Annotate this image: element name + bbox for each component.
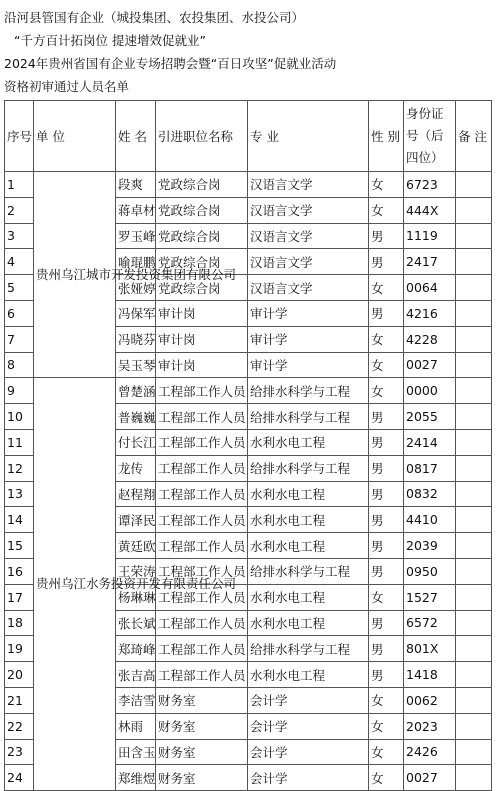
cell-major: 水利水电工程 xyxy=(248,429,369,455)
cell-remark xyxy=(456,584,492,610)
cell-major: 会计学 xyxy=(248,739,369,765)
cell-position: 党政综合岗 xyxy=(156,249,248,275)
cell-seq: 16 xyxy=(5,558,34,584)
cell-gender: 男 xyxy=(369,429,404,455)
cell-remark xyxy=(456,636,492,662)
cell-seq: 3 xyxy=(5,223,34,249)
cell-seq: 13 xyxy=(5,481,34,507)
cell-major: 汉语言文学 xyxy=(248,172,369,198)
cell-gender: 女 xyxy=(369,378,404,404)
cell-remark xyxy=(456,713,492,739)
cell-gender: 女 xyxy=(369,326,404,352)
cell-id: 4410 xyxy=(404,507,456,533)
cell-position: 工程部工作人员 xyxy=(156,378,248,404)
cell-position: 财务室 xyxy=(156,713,248,739)
cell-id: 2426 xyxy=(404,739,456,765)
cell-seq: 6 xyxy=(5,300,34,326)
cell-remark xyxy=(456,197,492,223)
cell-remark xyxy=(456,765,492,791)
cell-seq: 8 xyxy=(5,352,34,378)
header-major: 专 业 xyxy=(248,101,369,172)
cell-id: 444X xyxy=(404,197,456,223)
cell-id: 801X xyxy=(404,636,456,662)
cell-seq: 18 xyxy=(5,610,34,636)
cell-seq: 1 xyxy=(5,172,34,198)
cell-name: 张吉高 xyxy=(116,662,156,688)
cell-seq: 10 xyxy=(5,404,34,430)
cell-gender: 男 xyxy=(369,610,404,636)
cell-name: 田含玉 xyxy=(116,739,156,765)
cell-major: 水利水电工程 xyxy=(248,481,369,507)
document-title xyxy=(4,6,492,98)
header-seq: 序号 xyxy=(5,101,34,172)
cell-name: 冯晓芬 xyxy=(116,326,156,352)
cell-remark xyxy=(456,378,492,404)
header-unit: 单 位 xyxy=(34,101,116,172)
cell-major: 汉语言文学 xyxy=(248,223,369,249)
cell-seq: 11 xyxy=(5,429,34,455)
cell-major: 会计学 xyxy=(248,687,369,713)
cell-position: 工程部工作人员 xyxy=(156,662,248,688)
cell-seq: 12 xyxy=(5,455,34,481)
cell-major: 水利水电工程 xyxy=(248,610,369,636)
cell-name: 付长江 xyxy=(116,429,156,455)
cell-gender: 男 xyxy=(369,404,404,430)
cell-id: 1119 xyxy=(404,223,456,249)
cell-gender: 女 xyxy=(369,197,404,223)
cell-id: 0832 xyxy=(404,481,456,507)
cell-seq: 2 xyxy=(5,197,34,223)
header-position: 引进职位名称 xyxy=(156,101,248,172)
title-line-1: 沿河县管国有企业（城投集团、农投集团、水投公司） xyxy=(4,10,305,25)
cell-seq: 17 xyxy=(5,584,34,610)
cell-position: 党政综合岗 xyxy=(156,172,248,198)
unit-cell-water-investment: 贵州乌江水务投资开发有限责任公司 xyxy=(34,378,116,791)
header-remark: 备 注 xyxy=(456,101,492,172)
cell-name: 谭泽民 xyxy=(116,507,156,533)
cell-gender: 男 xyxy=(369,300,404,326)
cell-id: 2417 xyxy=(404,249,456,275)
cell-id: 0000 xyxy=(404,378,456,404)
cell-gender: 女 xyxy=(369,765,404,791)
cell-gender: 女 xyxy=(369,739,404,765)
cell-name: 杨琳琳 xyxy=(116,584,156,610)
cell-major: 给排水科学与工程 xyxy=(248,455,369,481)
cell-id: 0950 xyxy=(404,558,456,584)
cell-seq: 20 xyxy=(5,662,34,688)
cell-name: 张娅婷 xyxy=(116,275,156,301)
cell-remark xyxy=(456,455,492,481)
cell-major: 汉语言文学 xyxy=(248,197,369,223)
cell-gender: 女 xyxy=(369,713,404,739)
cell-gender: 男 xyxy=(369,533,404,559)
cell-id: 2055 xyxy=(404,404,456,430)
cell-position: 工程部工作人员 xyxy=(156,610,248,636)
cell-id: 4228 xyxy=(404,326,456,352)
cell-name: 吴玉琴 xyxy=(116,352,156,378)
cell-major: 汉语言文学 xyxy=(248,249,369,275)
cell-position: 工程部工作人员 xyxy=(156,404,248,430)
cell-seq: 9 xyxy=(5,378,34,404)
cell-remark xyxy=(456,300,492,326)
cell-name: 李洁雪 xyxy=(116,687,156,713)
cell-id: 1418 xyxy=(404,662,456,688)
cell-name: 林雨 xyxy=(116,713,156,739)
cell-seq: 14 xyxy=(5,507,34,533)
cell-gender: 男 xyxy=(369,223,404,249)
cell-gender: 男 xyxy=(369,249,404,275)
cell-name: 喻琨鹏 xyxy=(116,249,156,275)
cell-seq: 19 xyxy=(5,636,34,662)
cell-seq: 22 xyxy=(5,713,34,739)
cell-major: 会计学 xyxy=(248,713,369,739)
unit-cell-city-investment: 贵州乌江城市开发投资集团有限公司 xyxy=(34,172,116,378)
cell-position: 财务室 xyxy=(156,687,248,713)
cell-position: 党政综合岗 xyxy=(156,275,248,301)
cell-name: 冯保军 xyxy=(116,300,156,326)
cell-major: 给排水科学与工程 xyxy=(248,558,369,584)
cell-seq: 4 xyxy=(5,249,34,275)
cell-id: 6723 xyxy=(404,172,456,198)
cell-position: 工程部工作人员 xyxy=(156,507,248,533)
cell-remark xyxy=(456,662,492,688)
cell-name: 黄廷欧 xyxy=(116,533,156,559)
header-name: 姓 名 xyxy=(116,101,156,172)
cell-gender: 女 xyxy=(369,687,404,713)
cell-gender: 女 xyxy=(369,584,404,610)
cell-position: 审计岗 xyxy=(156,300,248,326)
header-gender: 性 别 xyxy=(369,101,404,172)
cell-remark xyxy=(456,507,492,533)
cell-seq: 23 xyxy=(5,739,34,765)
cell-remark xyxy=(456,172,492,198)
cell-name: 张长斌 xyxy=(116,610,156,636)
cell-remark xyxy=(456,275,492,301)
roster-table xyxy=(4,100,492,791)
cell-id: 6572 xyxy=(404,610,456,636)
cell-id: 4216 xyxy=(404,300,456,326)
cell-name: 蒋卓材 xyxy=(116,197,156,223)
cell-major: 给排水科学与工程 xyxy=(248,636,369,662)
cell-remark xyxy=(456,429,492,455)
cell-name: 王荣涛 xyxy=(116,558,156,584)
cell-gender: 女 xyxy=(369,275,404,301)
cell-position: 党政综合岗 xyxy=(156,197,248,223)
cell-remark xyxy=(456,223,492,249)
table-row xyxy=(5,378,492,404)
cell-position: 财务室 xyxy=(156,739,248,765)
cell-remark xyxy=(456,533,492,559)
cell-major: 水利水电工程 xyxy=(248,533,369,559)
cell-id: 1527 xyxy=(404,584,456,610)
cell-remark xyxy=(456,404,492,430)
cell-name: 段爽 xyxy=(116,172,156,198)
cell-name: 赵程翔 xyxy=(116,481,156,507)
cell-position: 财务室 xyxy=(156,765,248,791)
cell-major: 给排水科学与工程 xyxy=(248,378,369,404)
cell-gender: 男 xyxy=(369,558,404,584)
cell-remark xyxy=(456,249,492,275)
cell-name: 郑维煜 xyxy=(116,765,156,791)
cell-id: 0064 xyxy=(404,275,456,301)
cell-position: 党政综合岗 xyxy=(156,223,248,249)
cell-name: 普巍巍 xyxy=(116,404,156,430)
cell-id: 2039 xyxy=(404,533,456,559)
cell-gender: 男 xyxy=(369,662,404,688)
cell-name: 龙传 xyxy=(116,455,156,481)
cell-major: 审计学 xyxy=(248,300,369,326)
title-line-3: 2024年贵州省国有企业专场招聘会暨“百日攻坚”促就业活动 xyxy=(4,56,337,71)
cell-seq: 5 xyxy=(5,275,34,301)
cell-id: 0062 xyxy=(404,687,456,713)
cell-id: 2414 xyxy=(404,429,456,455)
cell-seq: 15 xyxy=(5,533,34,559)
cell-position: 工程部工作人员 xyxy=(156,429,248,455)
cell-position: 审计岗 xyxy=(156,352,248,378)
cell-major: 会计学 xyxy=(248,765,369,791)
cell-gender: 男 xyxy=(369,507,404,533)
cell-remark xyxy=(456,558,492,584)
cell-remark xyxy=(456,481,492,507)
roster-body xyxy=(5,172,492,791)
cell-remark xyxy=(456,739,492,765)
cell-gender: 男 xyxy=(369,481,404,507)
cell-position: 审计岗 xyxy=(156,326,248,352)
cell-seq: 7 xyxy=(5,326,34,352)
cell-position: 工程部工作人员 xyxy=(156,558,248,584)
cell-major: 给排水科学与工程 xyxy=(248,404,369,430)
cell-position: 工程部工作人员 xyxy=(156,455,248,481)
header-id: 身份证号（后四位） xyxy=(404,101,456,172)
cell-id: 0817 xyxy=(404,455,456,481)
title-line-2: “千方百计拓岗位 提速增效促就业” xyxy=(14,33,206,48)
cell-gender: 女 xyxy=(369,352,404,378)
cell-id: 0027 xyxy=(404,765,456,791)
cell-name: 郑琦峰 xyxy=(116,636,156,662)
cell-position: 工程部工作人员 xyxy=(156,636,248,662)
cell-gender: 男 xyxy=(369,636,404,662)
cell-gender: 女 xyxy=(369,172,404,198)
cell-position: 工程部工作人员 xyxy=(156,533,248,559)
cell-name: 曾楚涵 xyxy=(116,378,156,404)
cell-id: 2023 xyxy=(404,713,456,739)
cell-position: 工程部工作人员 xyxy=(156,481,248,507)
title-line-4: 资格初审通过人员名单 xyxy=(4,79,130,94)
cell-major: 水利水电工程 xyxy=(248,507,369,533)
table-row xyxy=(5,172,492,198)
cell-remark xyxy=(456,687,492,713)
cell-gender: 男 xyxy=(369,455,404,481)
cell-id: 0027 xyxy=(404,352,456,378)
cell-major: 审计学 xyxy=(248,326,369,352)
cell-major: 水利水电工程 xyxy=(248,584,369,610)
cell-name: 罗玉峰 xyxy=(116,223,156,249)
cell-remark xyxy=(456,610,492,636)
cell-major: 水利水电工程 xyxy=(248,662,369,688)
cell-major: 审计学 xyxy=(248,352,369,378)
header-row xyxy=(5,101,492,172)
cell-position: 工程部工作人员 xyxy=(156,584,248,610)
cell-seq: 24 xyxy=(5,765,34,791)
cell-remark xyxy=(456,352,492,378)
cell-major: 汉语言文学 xyxy=(248,275,369,301)
cell-remark xyxy=(456,326,492,352)
cell-seq: 21 xyxy=(5,687,34,713)
